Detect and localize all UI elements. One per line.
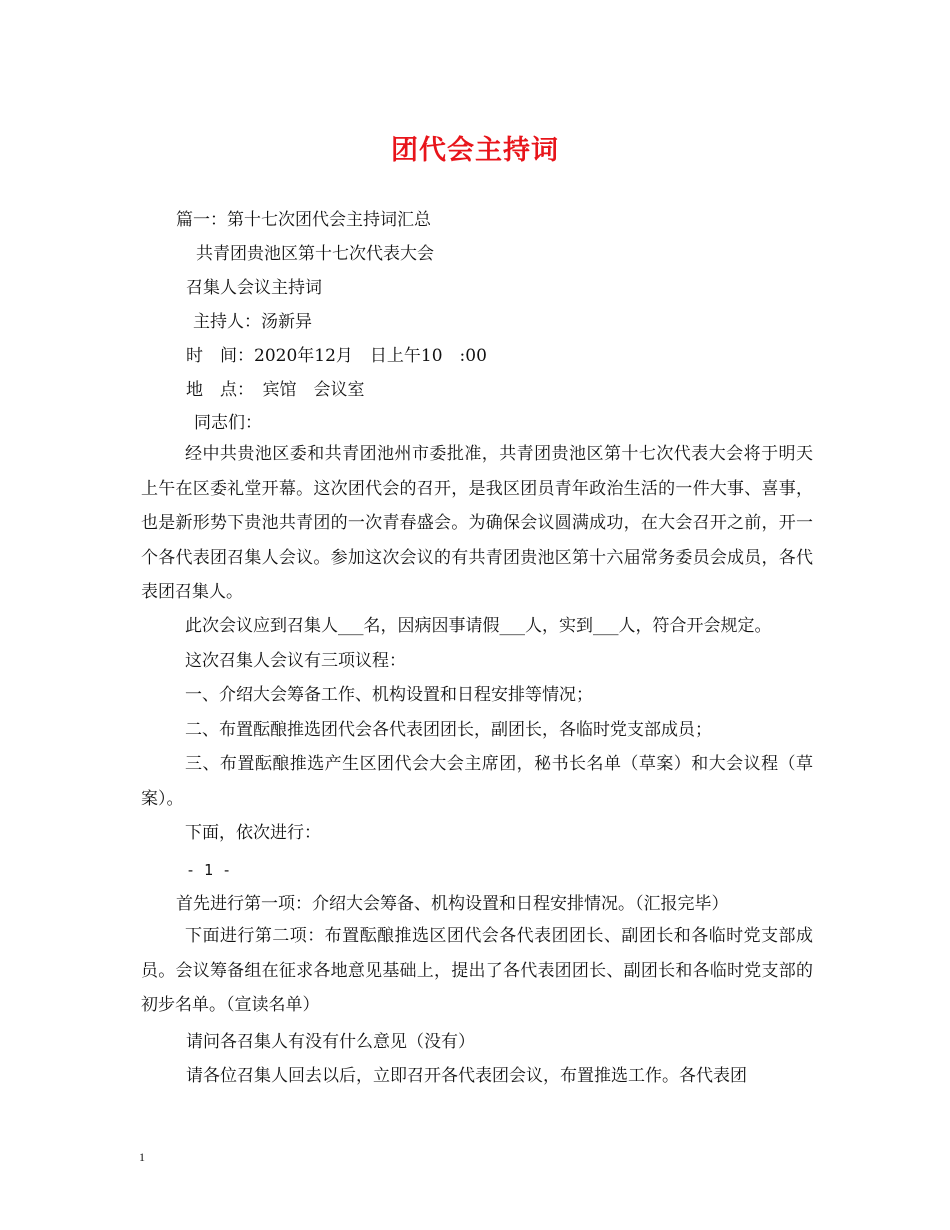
meeting-name-line: 召集人会议主持词 (186, 278, 322, 298)
agenda-item-1: 一、介绍大会筹备工作、机构设置和日程安排等情况； (185, 685, 593, 705)
body-paragraph: 经中共贵池区委和共青团池州市委批准，共青团贵池区第十七次代表大会将于明天上午在区委礼堂开幕。这次团代会的召开，是我区团员青年政治生活的一件大事、喜事，也是新形势下贵池共青团的一次青春盛会。为确保会议圆满成功，在大会召开之前，开一个各代表团召集人会议。参加这次会议的有共青团贵池区第十六届常务委员会成员，各代表团召集人。 (141, 444, 813, 602)
body-paragraph: 请问各召集人有没有什么意见（没有） (186, 1032, 475, 1052)
place-line: 地 点： 宾馆 会议室 (186, 380, 365, 400)
organization-line: 共青团贵池区第十七次代表大会 (196, 244, 434, 264)
host-line: 主持人：汤新异 (193, 312, 312, 332)
agenda-item-2: 二、布置酝酿推选团代会各代表团团长，副团长，各临时党支部成员； (185, 720, 712, 740)
body-paragraph: 此次会议应到召集人___名，因病因事请假___人，实到___人，符合开会规定。 (185, 616, 772, 636)
agenda-item-3: 三、布置酝酿推选产生区团代会大会主席团，秘书长名单（草案）和大会议程（草案）。 (141, 754, 813, 809)
document-title: 团代会主持词 (391, 135, 559, 166)
footer-page-number: 1 (139, 1150, 145, 1164)
body-paragraph: 请各位召集人回去以后，立即召开各代表团会议，布置推选工作。各代表团 (186, 1066, 747, 1086)
section-heading: 篇一：第十七次团代会主持词汇总 (176, 210, 431, 230)
inline-page-marker: - 1 - (186, 861, 232, 879)
body-paragraph: 这次召集人会议有三项议程： (185, 651, 406, 671)
time-line: 时 间：2020年12月 日上午10 :00 (186, 346, 487, 366)
body-paragraph: 下面，依次进行： (185, 823, 321, 843)
greeting-line: 同志们： (194, 413, 262, 433)
body-paragraph: 首先进行第一项：介绍大会筹备、机构设置和日程安排情况。（汇报完毕） (176, 894, 729, 914)
body-paragraph: 下面进行第二项：布置酝酿推选区团代会各代表团团长、副团长和各临时党支部成员。会议筹备组在征求各地意见基础上，提出了各代表团团长、副团长和各临时党支部的初步名单。（宣读名单） (141, 926, 813, 1015)
